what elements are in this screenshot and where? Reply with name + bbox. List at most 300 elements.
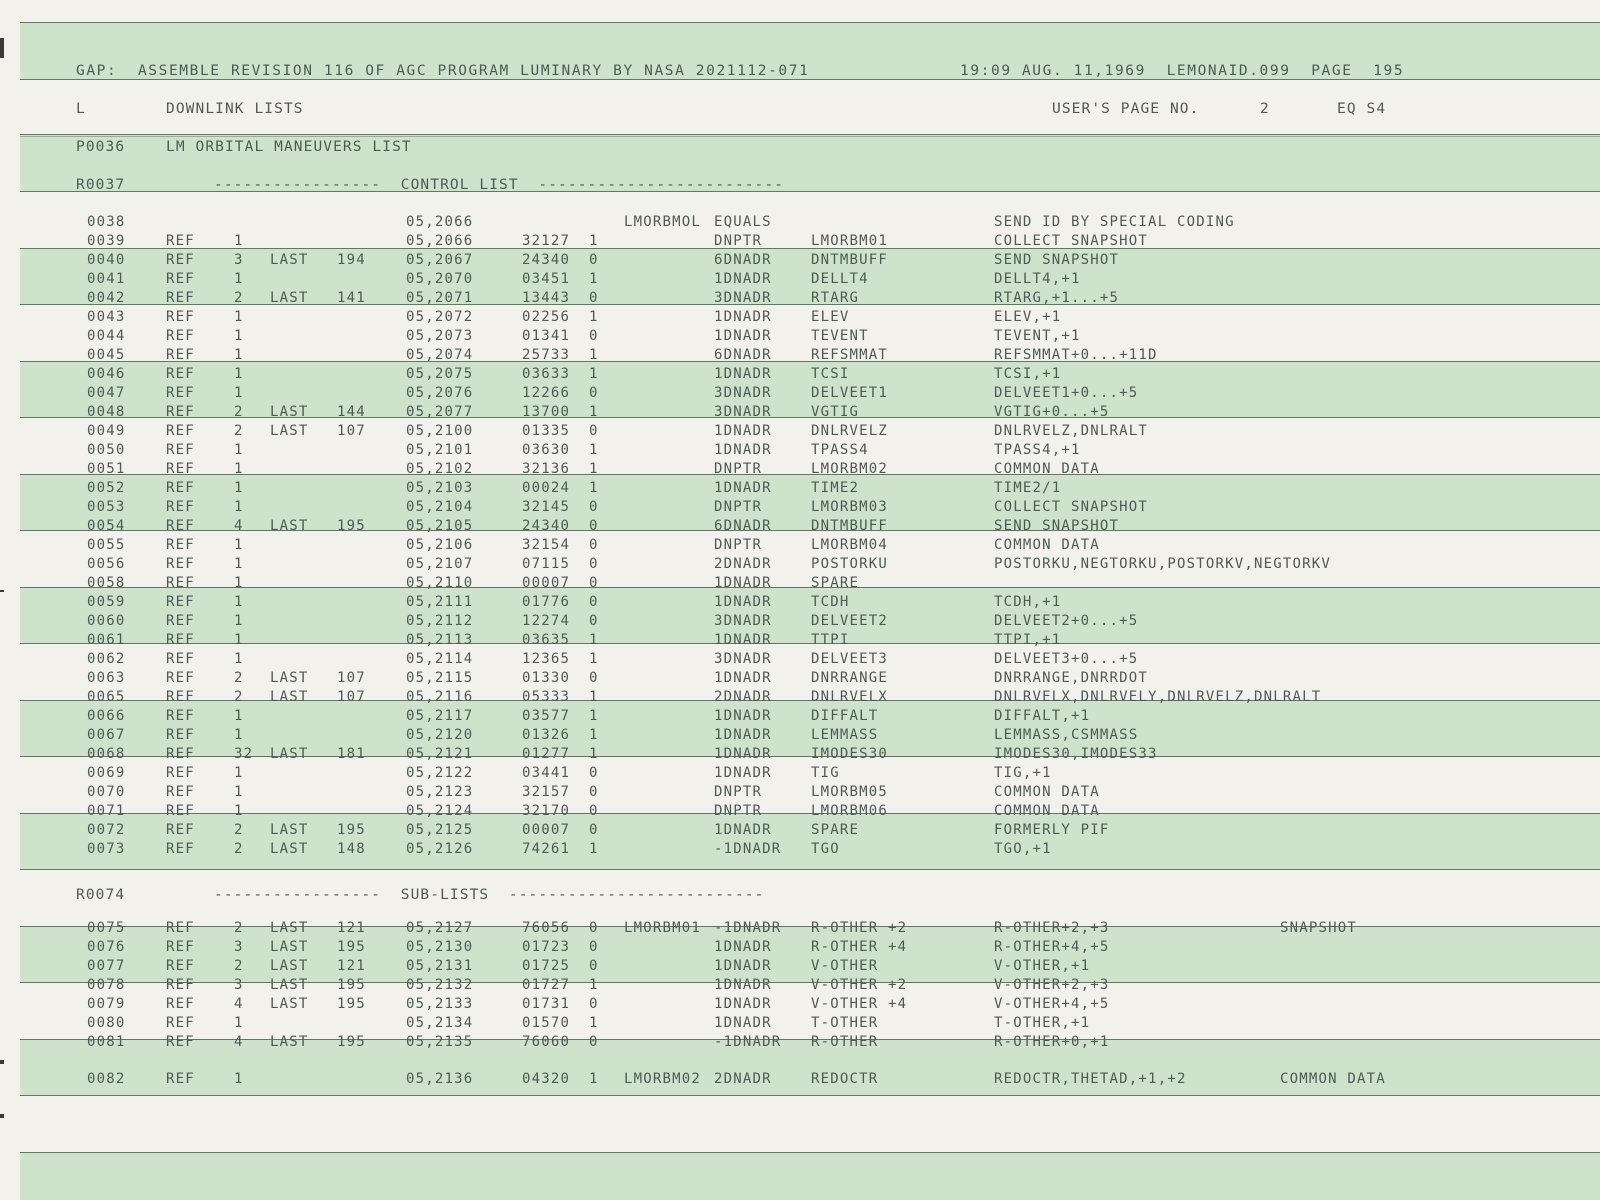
cell-opnd: TPASS4 [811, 442, 869, 458]
cell-seq: 0051 [87, 461, 126, 477]
cell-seq: 0038 [87, 214, 126, 230]
cell-par: 1 [589, 442, 599, 458]
cell-lpage: 107 [337, 423, 366, 439]
cell-op: 3DNADR [714, 385, 772, 401]
cell-op: 3DNADR [714, 651, 772, 667]
cell-opnd: DNLRVELX [811, 689, 889, 705]
cell-cnt: 1 [234, 575, 244, 591]
listing-row [0, 346, 1600, 365]
cell-ref: REF [166, 1071, 195, 1087]
cell-par: 1 [589, 233, 599, 249]
cell-addr: 05,2067 [406, 252, 474, 268]
cell-opnd: V-OTHER +2 [811, 977, 908, 993]
cell-cmt: DELVEET2+0...+5 [994, 613, 1139, 629]
cell-op: 3DNADR [714, 613, 772, 629]
cell-seq: 0046 [87, 366, 126, 382]
cell-opnd: DIFFALT [811, 708, 879, 724]
listing-row [0, 498, 1600, 517]
cell-par: 0 [589, 1034, 599, 1050]
cell-addr: 05,2124 [406, 803, 474, 819]
cell-addr: 05,2073 [406, 328, 474, 344]
cell-par: 0 [589, 423, 599, 439]
cell-opnd: DNTMBUFF [811, 518, 889, 534]
control-list-seq: R0037 [76, 177, 126, 193]
cell-last: LAST [270, 252, 309, 268]
binding-mark [0, 1060, 4, 1064]
cell-cmt: DNLRVELZ,DNLRALT [994, 423, 1149, 439]
listing-row [0, 821, 1600, 840]
listing-row [0, 688, 1600, 707]
listing-row [0, 669, 1600, 688]
listing-row [0, 726, 1600, 745]
cell-ref: REF [166, 822, 195, 838]
cell-opnd: R-OTHER [811, 1034, 879, 1050]
cell-op: 1DNADR [714, 708, 772, 724]
cell-par: 1 [589, 727, 599, 743]
cell-opnd: R-OTHER +4 [811, 939, 908, 955]
cell-opnd: LMORBM02 [811, 461, 889, 477]
cell-seq: 0068 [87, 746, 126, 762]
listing-row [0, 650, 1600, 669]
cell-tag: LMORBM02 [624, 1071, 702, 1087]
cell-addr: 05,2077 [406, 404, 474, 420]
cell-ref: REF [166, 518, 195, 534]
cell-cmt: DELLT4,+1 [994, 271, 1081, 287]
cell-opnd: DELVEET2 [811, 613, 889, 629]
cell-par: 1 [589, 651, 599, 667]
cell-ref: REF [166, 689, 195, 705]
cell-oct: 01570 [522, 1015, 571, 1031]
cell-opnd: TIME2 [811, 480, 860, 496]
cell-ref: REF [166, 765, 195, 781]
cell-opnd: REFSMMAT [811, 347, 889, 363]
cell-cmt: TEVENT,+1 [994, 328, 1081, 344]
cell-cnt: 4 [234, 1034, 244, 1050]
listing-row [0, 612, 1600, 631]
cell-ref: REF [166, 1015, 195, 1031]
cell-opnd: TTPI [811, 632, 850, 648]
cell-cnt: 1 [234, 1071, 244, 1087]
cell-lpage: 144 [337, 404, 366, 420]
cell-oct: 12274 [522, 613, 571, 629]
cell-oct: 01776 [522, 594, 571, 610]
cell-ref: REF [166, 613, 195, 629]
cell-ref: REF [166, 996, 195, 1012]
cell-op: DNPTR [714, 233, 763, 249]
cell-cmt: R-OTHER+2,+3 [994, 920, 1110, 936]
cell-seq: 0073 [87, 841, 126, 857]
sub-lists-divider: ----------------- SUB-LISTS -------------------------- [214, 887, 765, 903]
cell-ref: REF [166, 670, 195, 686]
cell-addr: 05,2123 [406, 784, 474, 800]
cell-par: 1 [589, 977, 599, 993]
cell-addr: 05,2115 [406, 670, 474, 686]
cell-cmt: VGTIG+0...+5 [994, 404, 1110, 420]
cell-cmt: DNLRVELX,DNLRVELY,DNLRVELZ,DNLRALT [994, 689, 1322, 705]
cell-cmt: SEND SNAPSHOT [994, 252, 1120, 268]
cell-par: 1 [589, 347, 599, 363]
cell-opnd: SPARE [811, 822, 860, 838]
listing-row [0, 441, 1600, 460]
cell-cnt: 1 [234, 271, 244, 287]
cell-cmt: FORMERLY PIF [994, 822, 1110, 838]
cell-cnt: 1 [234, 765, 244, 781]
cell-opnd: DELLT4 [811, 271, 869, 287]
cell-par: 0 [589, 328, 599, 344]
cell-oct: 12365 [522, 651, 571, 667]
band-rule [20, 134, 1600, 135]
cell-ref: REF [166, 939, 195, 955]
cell-opnd: DNLRVELZ [811, 423, 889, 439]
cell-cnt: 1 [234, 727, 244, 743]
cell-ref: REF [166, 252, 195, 268]
cell-op: 1DNADR [714, 939, 772, 955]
listing-row [0, 232, 1600, 251]
cell-cnt: 2 [234, 290, 244, 306]
cell-last: LAST [270, 920, 309, 936]
cell-op: 2DNADR [714, 1071, 772, 1087]
cell-par: 0 [589, 385, 599, 401]
cell-opnd: LMORBM01 [811, 233, 889, 249]
cell-op: DNPTR [714, 537, 763, 553]
cell-cmt: COMMON DATA [994, 461, 1100, 477]
cell-cnt: 2 [234, 689, 244, 705]
cell-ref: REF [166, 442, 195, 458]
cell-op: 1DNADR [714, 765, 772, 781]
listing-row [0, 593, 1600, 612]
cell-par: 1 [589, 841, 599, 857]
cell-lpage: 107 [337, 670, 366, 686]
cell-cmt: DIFFALT,+1 [994, 708, 1091, 724]
cell-oct: 32136 [522, 461, 571, 477]
listing-row [0, 403, 1600, 422]
cell-op: 1DNADR [714, 442, 772, 458]
listing-row [0, 289, 1600, 308]
cell-op: -1DNADR [714, 841, 782, 857]
cell-ref: REF [166, 404, 195, 420]
cell-par: 1 [589, 689, 599, 705]
band-rule [20, 1152, 1600, 1153]
cell-seq: 0043 [87, 309, 126, 325]
cell-op: 1DNADR [714, 727, 772, 743]
listing-row [0, 631, 1600, 650]
list-title-seq: P0036 [76, 139, 126, 155]
cell-opnd: LEMMASS [811, 727, 879, 743]
cell-ref: REF [166, 575, 195, 591]
listing-row [0, 802, 1600, 821]
cell-addr: 05,2116 [406, 689, 474, 705]
cell-seq: 0056 [87, 556, 126, 572]
cell-seq: 0075 [87, 920, 126, 936]
cell-cnt: 1 [234, 537, 244, 553]
cell-cnt: 1 [234, 442, 244, 458]
cell-ref: REF [166, 651, 195, 667]
cell-tag: LMORBMOL [624, 214, 702, 230]
paper-rule [20, 136, 1600, 137]
cell-seq: 0063 [87, 670, 126, 686]
cell-par: 0 [589, 784, 599, 800]
cell-oct: 03635 [522, 632, 571, 648]
cell-par: 1 [589, 309, 599, 325]
cell-ref: REF [166, 1034, 195, 1050]
cell-oct: 01335 [522, 423, 571, 439]
cell-addr: 05,2114 [406, 651, 474, 667]
cell-cnt: 3 [234, 977, 244, 993]
section-letter: L [76, 101, 86, 117]
listing-row [0, 270, 1600, 289]
listing-row [0, 995, 1600, 1014]
cell-seq: 0047 [87, 385, 126, 401]
cell-ref: REF [166, 920, 195, 936]
cell-oct: 01277 [522, 746, 571, 762]
cell-cmt: LEMMASS,CSMMASS [994, 727, 1139, 743]
binding-mark [0, 1114, 4, 1118]
cell-cnt: 1 [234, 803, 244, 819]
cell-last: LAST [270, 996, 309, 1012]
cell-ref: REF [166, 423, 195, 439]
cell-oct: 03630 [522, 442, 571, 458]
cell-seq: 0076 [87, 939, 126, 955]
cell-last: LAST [270, 822, 309, 838]
cell-op: DNPTR [714, 803, 763, 819]
cell-opnd: TGO [811, 841, 840, 857]
cell-op: DNPTR [714, 461, 763, 477]
cell-op: DNPTR [714, 784, 763, 800]
listing-row [0, 517, 1600, 536]
cell-lpage: 148 [337, 841, 366, 857]
cell-seq: 0055 [87, 537, 126, 553]
cell-op: DNPTR [714, 499, 763, 515]
cell-opnd: TCDH [811, 594, 850, 610]
cell-cnt: 1 [234, 480, 244, 496]
cell-addr: 05,2105 [406, 518, 474, 534]
cell-oct: 76056 [522, 920, 571, 936]
cell-cnt: 4 [234, 518, 244, 534]
cell-seq: 0048 [87, 404, 126, 420]
cell-par: 1 [589, 708, 599, 724]
cell-last: LAST [270, 746, 309, 762]
cell-oct: 76060 [522, 1034, 571, 1050]
cell-seq: 0080 [87, 1015, 126, 1031]
cell-ref: REF [166, 746, 195, 762]
cell-cnt: 1 [234, 366, 244, 382]
cell-cmt: V-OTHER+4,+5 [994, 996, 1110, 1012]
listing-row [0, 422, 1600, 441]
cell-opnd: R-OTHER +2 [811, 920, 908, 936]
cell-last: LAST [270, 841, 309, 857]
cell-cnt: 3 [234, 939, 244, 955]
cell-par: 0 [589, 803, 599, 819]
cell-par: 1 [589, 480, 599, 496]
cell-par: 0 [589, 537, 599, 553]
cell-seq: 0062 [87, 651, 126, 667]
cell-par: 0 [589, 996, 599, 1012]
listing-row [0, 251, 1600, 270]
cell-cnt: 1 [234, 385, 244, 401]
cell-op: 1DNADR [714, 746, 772, 762]
cell-cmt: DNRRANGE,DNRRDOT [994, 670, 1149, 686]
cell-oct: 05333 [522, 689, 571, 705]
cell-cmt: T-OTHER,+1 [994, 1015, 1091, 1031]
band-rule [20, 1095, 1600, 1096]
cell-cnt: 1 [234, 499, 244, 515]
cell-lpage: 121 [337, 920, 366, 936]
cell-op: -1DNADR [714, 920, 782, 936]
cell-lpage: 195 [337, 939, 366, 955]
cell-cmt: SEND SNAPSHOT [994, 518, 1120, 534]
cell-lpage: 195 [337, 996, 366, 1012]
users-page-number: 2 [1260, 101, 1270, 117]
cell-last: LAST [270, 1034, 309, 1050]
cell-addr: 05,2133 [406, 996, 474, 1012]
cell-lpage: 107 [337, 689, 366, 705]
listing-row [0, 707, 1600, 726]
control-list-divider: ----------------- CONTROL LIST ------------------------- [214, 177, 785, 193]
cell-opnd: T-OTHER [811, 1015, 879, 1031]
cell-cmt: DELVEET1+0...+5 [994, 385, 1139, 401]
cell-par: 1 [589, 366, 599, 382]
cell-rem: COMMON DATA [1280, 1071, 1386, 1087]
cell-cmt: TTPI,+1 [994, 632, 1062, 648]
cell-cnt: 1 [234, 613, 244, 629]
cell-par: 0 [589, 958, 599, 974]
listing-row [0, 1033, 1600, 1052]
cell-seq: 0065 [87, 689, 126, 705]
cell-cmt: COMMON DATA [994, 537, 1100, 553]
cell-addr: 05,2066 [406, 214, 474, 230]
cell-cnt: 2 [234, 841, 244, 857]
listing-row [0, 308, 1600, 327]
cell-cmt: REDOCTR,THETAD,+1,+2 [994, 1071, 1187, 1087]
cell-op: 1DNADR [714, 822, 772, 838]
cell-oct: 00024 [522, 480, 571, 496]
cell-op: 1DNADR [714, 366, 772, 382]
cell-cnt: 1 [234, 328, 244, 344]
green-band [20, 1152, 1600, 1200]
cell-oct: 74261 [522, 841, 571, 857]
cell-ref: REF [166, 556, 195, 572]
cell-addr: 05,2106 [406, 537, 474, 553]
cell-cmt: COMMON DATA [994, 803, 1100, 819]
cell-op: 6DNADR [714, 518, 772, 534]
cell-last: LAST [270, 958, 309, 974]
cell-par: 0 [589, 822, 599, 838]
cell-op: 1DNADR [714, 670, 772, 686]
cell-op: 3DNADR [714, 404, 772, 420]
cell-par: 1 [589, 746, 599, 762]
cell-last: LAST [270, 977, 309, 993]
cell-seq: 0045 [87, 347, 126, 363]
cell-ref: REF [166, 841, 195, 857]
cell-addr: 05,2103 [406, 480, 474, 496]
cell-seq: 0040 [87, 252, 126, 268]
listing-row [0, 536, 1600, 555]
listing-row [0, 1014, 1600, 1033]
cell-ref: REF [166, 366, 195, 382]
cell-opnd: TCSI [811, 366, 850, 382]
cell-oct: 32170 [522, 803, 571, 819]
cell-addr: 05,2117 [406, 708, 474, 724]
cell-cnt: 2 [234, 822, 244, 838]
cell-oct: 32145 [522, 499, 571, 515]
cell-seq: 0082 [87, 1071, 126, 1087]
cell-op: 1DNADR [714, 423, 772, 439]
cell-oct: 12266 [522, 385, 571, 401]
cell-cmt: TIME2/1 [994, 480, 1062, 496]
cell-seq: 0058 [87, 575, 126, 591]
cell-lpage: 121 [337, 958, 366, 974]
cell-oct: 00007 [522, 822, 571, 838]
cell-last: LAST [270, 939, 309, 955]
cell-ref: REF [166, 977, 195, 993]
cell-oct: 32157 [522, 784, 571, 800]
cell-op: 1DNADR [714, 996, 772, 1012]
cell-seq: 0042 [87, 290, 126, 306]
listing-row [0, 555, 1600, 574]
cell-cnt: 1 [234, 347, 244, 363]
list-title: LM ORBITAL MANEUVERS LIST [166, 139, 412, 155]
cell-ref: REF [166, 958, 195, 974]
cell-op: 1DNADR [714, 977, 772, 993]
cell-cnt: 3 [234, 252, 244, 268]
cell-op: 1DNADR [714, 271, 772, 287]
cell-addr: 05,2135 [406, 1034, 474, 1050]
cell-oct: 32154 [522, 537, 571, 553]
cell-oct: 07115 [522, 556, 571, 572]
cell-ref: REF [166, 385, 195, 401]
listing-row [0, 840, 1600, 859]
listing-row [0, 919, 1600, 938]
cell-seq: 0069 [87, 765, 126, 781]
cell-cnt: 2 [234, 404, 244, 420]
listing-row [0, 460, 1600, 479]
cell-ref: REF [166, 461, 195, 477]
cell-op: 3DNADR [714, 290, 772, 306]
cell-seq: 0041 [87, 271, 126, 287]
cell-lpage: 195 [337, 977, 366, 993]
cell-cnt: 32 [234, 746, 254, 762]
cell-op: EQUALS [714, 214, 772, 230]
cell-seq: 0049 [87, 423, 126, 439]
cell-addr: 05,2100 [406, 423, 474, 439]
cell-addr: 05,2122 [406, 765, 474, 781]
cell-oct: 03577 [522, 708, 571, 724]
cell-op: 1DNADR [714, 632, 772, 648]
listing-row [0, 783, 1600, 802]
cell-addr: 05,2072 [406, 309, 474, 325]
cell-oct: 00007 [522, 575, 571, 591]
listing-row [0, 479, 1600, 498]
listing-row [0, 938, 1600, 957]
cell-opnd: DNRRANGE [811, 670, 889, 686]
cell-addr: 05,2076 [406, 385, 474, 401]
cell-cmt: V-OTHER+2,+3 [994, 977, 1110, 993]
cell-last: LAST [270, 518, 309, 534]
cell-oct: 01725 [522, 958, 571, 974]
cell-cmt: COLLECT SNAPSHOT [994, 233, 1149, 249]
cell-oct: 01326 [522, 727, 571, 743]
cell-ref: REF [166, 347, 195, 363]
cell-seq: 0044 [87, 328, 126, 344]
cell-par: 0 [589, 556, 599, 572]
cell-addr: 05,2121 [406, 746, 474, 762]
cell-opnd: V-OTHER +4 [811, 996, 908, 1012]
cell-opnd: TEVENT [811, 328, 869, 344]
cell-lpage: 141 [337, 290, 366, 306]
cell-par: 0 [589, 499, 599, 515]
cell-opnd: DNTMBUFF [811, 252, 889, 268]
cell-addr: 05,2070 [406, 271, 474, 287]
